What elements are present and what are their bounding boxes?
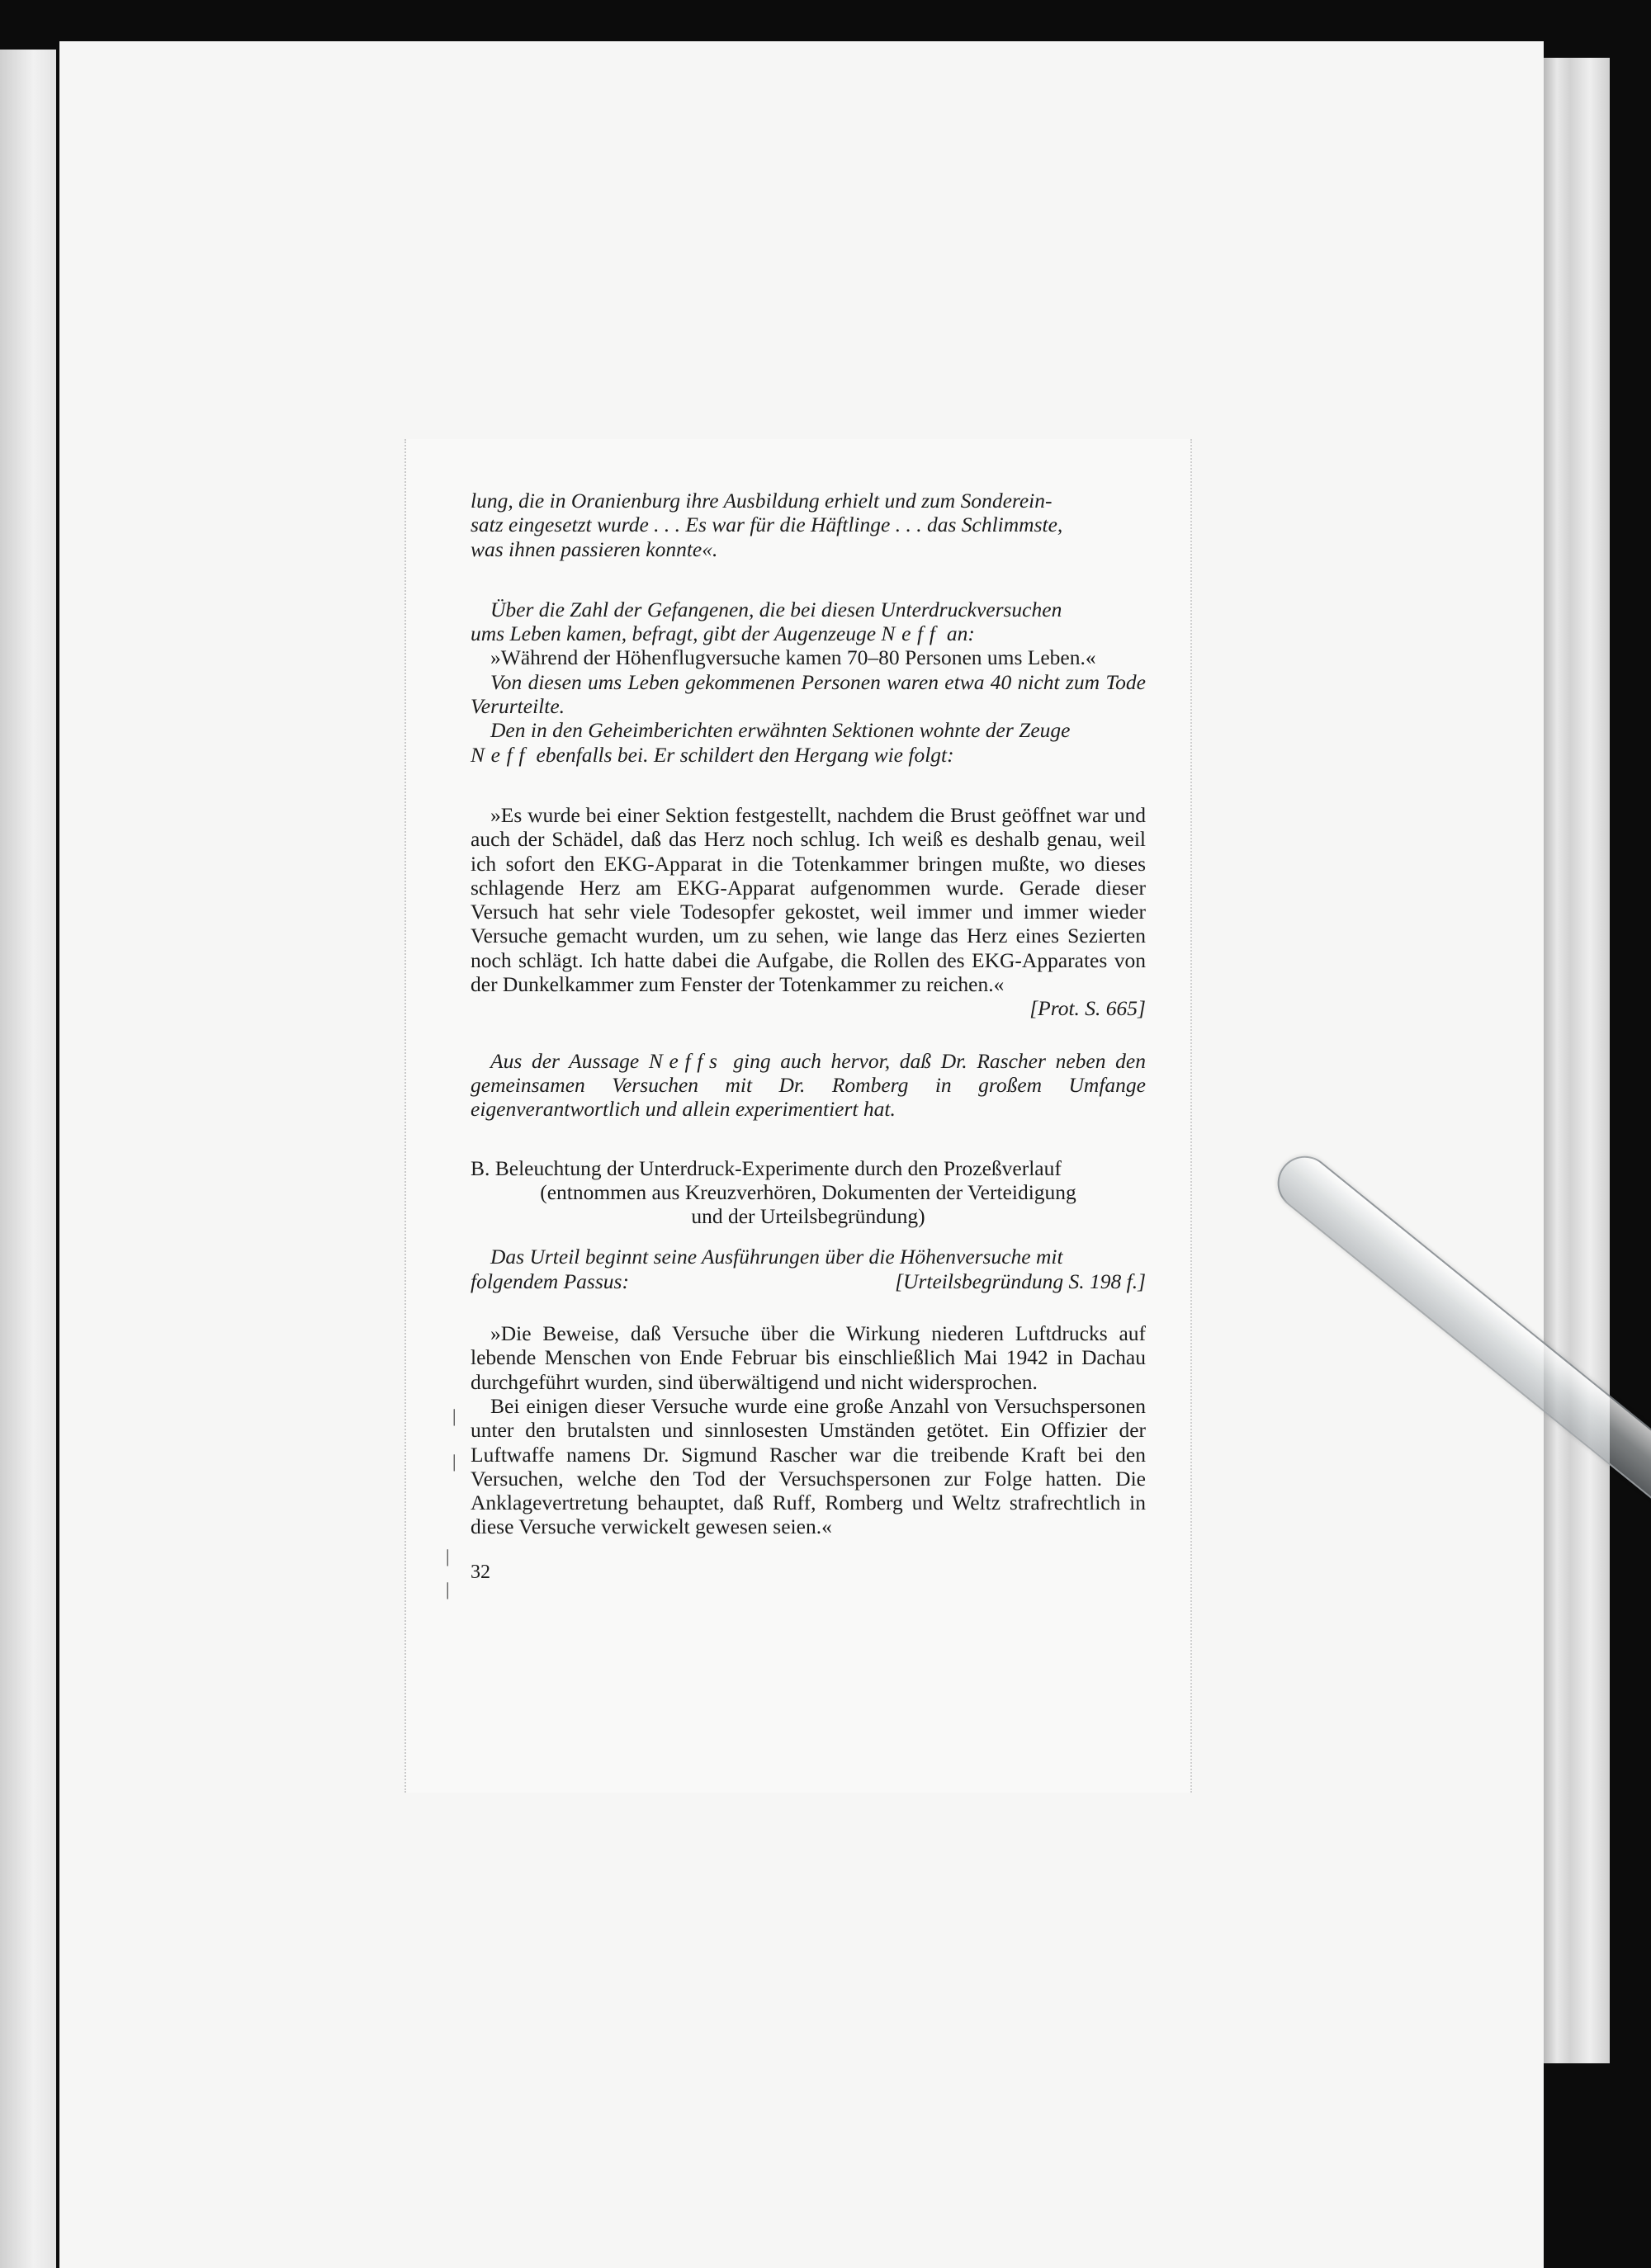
witness-name: Neff	[881, 621, 942, 646]
quote-3: »Die Beweise, daß Versuche über die Wirkung niederen Luftdrucks auf lebende Menschen von Ende Februar bis einschließlich Mai 1942 in Dachau durchgeführt wurden, sind überwältigend und nicht widersprochen.	[471, 1321, 1146, 1394]
para-4	[471, 718, 1146, 767]
para-3: Von diesen ums Leben gekommenen Personen waren etwa 40 nicht zum Tode Verurteilte.	[471, 669, 1146, 719]
witness-name: Neff	[471, 742, 532, 767]
para-1-line: satz eingesetzt wurde . . . Es war für die Häftlinge . . . das Schlimmste,	[471, 513, 1063, 537]
para-4-rest: ebenfalls bei. Er schildert den Hergang wie folgt:	[531, 742, 954, 767]
para-1-line: lung, die in Oranienburg ihre Ausbildung erhielt und zum Sonderein-	[471, 489, 1053, 513]
witness-name: Neffs	[648, 1048, 724, 1073]
facing-page-edge	[0, 50, 56, 2268]
section-heading-line: (entnommen aus Kreuzverhören, Dokumenten der Verteidigung	[540, 1179, 1076, 1204]
quote-1: »Während der Höhenflugversuche kamen 70–80 Personen ums Leben.«	[490, 645, 1096, 670]
para-5-start: Aus der Aussage	[490, 1048, 649, 1073]
reference-urteil: [Urteilsbegründung S. 198 f.]	[895, 1269, 1146, 1293]
para-6-left: folgendem Passus:	[471, 1269, 629, 1293]
para-5-rest: ging auch hervor, daß Dr. Rascher neben den gemeinsamen Versuchen mit Dr. Romberg in großem Umfange eigenverantwortlich und allein experimentiert hat.	[471, 1048, 1146, 1122]
para-2-end: an:	[941, 621, 975, 646]
para-1	[471, 489, 1146, 561]
section-heading-line: und der Urteilsbegründung)	[691, 1204, 925, 1229]
para-6-line: Das Urteil beginnt seine Ausführungen über die Höhenversuche mit	[490, 1245, 1063, 1269]
margin-mark-icon: |	[452, 1406, 457, 1426]
page-number: 32	[471, 1561, 490, 1583]
para-2	[471, 598, 1146, 646]
margin-mark-icon: |	[446, 1579, 450, 1599]
quote-2: »Es wurde bei einer Sektion festgestellt, nachdem die Brust geöffnet war und auch der Schädel, daß das Herz noch schlug. Ich weiß es deshalb genau, weil ich sofort den EKG-Apparat in die Totenkammer bringen mußte, wo dieses schlagende Herz am EKG-Apparat aufgenommen wurde. Gerade dieser Versuch hat sehr viele Todesopfer gekostet, weil immer und immer wieder Versuche gemacht wurden, um zu sehen, wie lange das Herz eines Sezierten noch schlägt. Ich hatte dabei die Aufgabe, die Rollen des EKG-Apparates von der Dunkelkammer zum Fenster der Totenkammer zu reichen.«	[471, 802, 1146, 997]
para-6-last-line	[471, 1269, 1146, 1293]
section-heading	[471, 1156, 1146, 1229]
para-6	[471, 1245, 1146, 1269]
para-4-line: Den in den Geheimberichten erwähnten Sektionen wohnte der Zeuge	[490, 718, 1071, 743]
margin-mark-icon: |	[452, 1451, 457, 1472]
margin-mark-icon: |	[446, 1546, 450, 1566]
page-text	[471, 489, 1146, 1585]
para-2-line: ums Leben kamen, befragt, gibt der Augenzeuge	[471, 621, 877, 646]
section-heading-line: B. Beleuchtung der Unterdruck-Experimente durch den Prozeßverlauf	[471, 1155, 1062, 1180]
para-2-line: Über die Zahl der Gefangenen, die bei diesen Unterdruckversuchen	[490, 597, 1062, 621]
page-stack-edge	[1544, 58, 1610, 2063]
para-1-line: was ihnen passieren konnte«.	[471, 536, 718, 561]
para-5	[471, 1049, 1146, 1122]
reference-prot: [Prot. S. 665]	[1029, 996, 1146, 1021]
quote-4: Bei einigen dieser Versuche wurde eine große Anzahl von Versuchspersonen unter den brutalsten und sinnlosesten Umständen getötet. Ein Offizier der Luftwaffe namens Dr. Sigmund Rascher war die treibende Kraft bei den Versuchen, welche den Tod der Versuchspersonen zur Folge hatten. Die Anklagevertretung behauptet, daß Ruff, Romberg und Weltz strafrechtlich in diese Versuche verwickelt gewesen seien.«	[471, 1393, 1146, 1539]
